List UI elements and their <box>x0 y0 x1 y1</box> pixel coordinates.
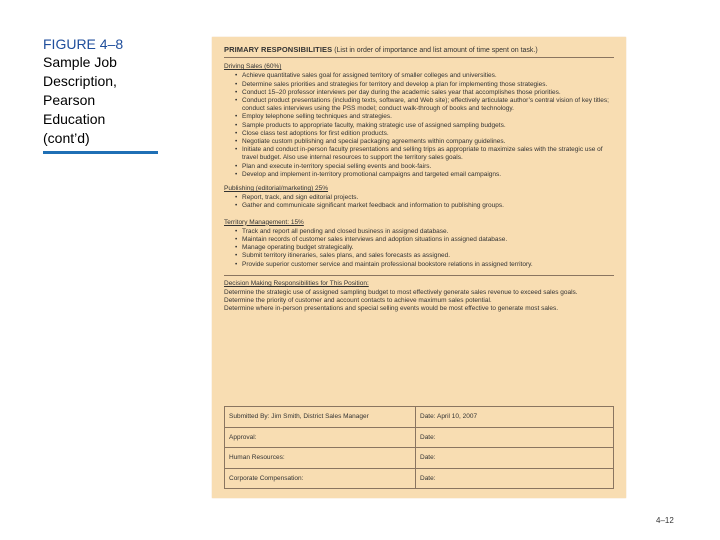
job-description-document <box>212 37 626 498</box>
caption-line: Description, <box>43 73 117 89</box>
section-list <box>224 194 614 210</box>
list-item: • Determine sales priorities and strategies for territory and develop a plan for implementing those strategies. <box>242 81 614 89</box>
list-item: • Negotiate custom publishing and special packaging agreements within company guidelines. <box>242 138 614 146</box>
list-item: • Sample products to appropriate faculty, making strategic use of assigned sampling budgets. <box>242 122 614 130</box>
list-item: • Provide superior customer service and maintain professional bookstore relations in assigned territory. <box>242 261 614 269</box>
section-publishing <box>224 185 614 211</box>
table-row <box>225 427 614 448</box>
section-title: Decision Making Responsibilities for This Position: <box>224 279 369 287</box>
page-number: 4–12 <box>656 516 674 525</box>
list-item: • Achieve quantitative sales goal for assigned territory of smaller colleges and universities. <box>242 72 614 80</box>
table-cell: Submitted By: Jim Smith, District Sales Manager <box>225 407 416 428</box>
decision-line: Determine the strategic use of assigned sampling budget to most effectively generate sales revenue to exceed sales goals. <box>224 289 578 297</box>
section-title: Publishing (editorial/marketing) 25% <box>224 185 329 193</box>
caption-line: (cont’d) <box>43 130 90 146</box>
signoff-table <box>224 406 614 489</box>
section-title: Territory Management: 15% <box>224 218 304 226</box>
list-item: • Track and report all pending and closed business in assigned database. <box>242 228 614 236</box>
decision-making-section <box>224 275 614 314</box>
section-title: Driving Sales (60%) <box>224 63 282 71</box>
table-row <box>225 407 614 428</box>
list-item: • Close class test adoptions for first edition products. <box>242 130 614 138</box>
list-item: • Initiate and conduct in-person faculty presentations and selling trips as appropriate to maximize sales with the strategic use of travel budget. Also use internal resources to support the territory sales goals. <box>242 146 614 162</box>
header-note: (List in order of importance and list amount of time spent on task.) <box>332 47 538 54</box>
decision-line: Determine the priority of customer and account contacts to achieve maximum sales potential. <box>224 297 492 305</box>
list-item: • Submit territory itineraries, sales plans, and sales forecasts as assigned. <box>242 252 614 260</box>
list-item: • Conduct product presentations (including texts, software, and Web site); effectively articulate author’s central vision of key titles; conduct sales interviews using the PSS model; conduct walk-through of books and technology. <box>242 97 614 113</box>
header-title: PRIMARY RESPONSIBILITIES <box>224 45 333 54</box>
table-cell: Date: <box>416 448 614 469</box>
list-item: • Employ telephone selling techniques and strategies. <box>242 113 614 121</box>
decision-line: Determine where in-person presentations and special selling events would be most effective to generate most sales. <box>224 305 559 313</box>
list-item: • Conduct 15–20 professor interviews per day during the academic sales year that accomplishes those priorities. <box>242 89 614 97</box>
section-territory-management <box>224 219 614 269</box>
table-cell: Date: April 10, 2007 <box>416 407 614 428</box>
list-item: • Maintain records of customer sales interviews and adoption situations in assigned database. <box>242 236 614 244</box>
caption-line: Sample Job <box>43 54 117 70</box>
list-item: • Manage operating budget strategically. <box>242 244 614 252</box>
table-cell: Human Resources: <box>225 448 416 469</box>
responsibilities-header <box>224 46 614 58</box>
table-cell: Date: <box>416 427 614 448</box>
list-item: • Develop and implement in-territory promotional campaigns and targeted email campaigns. <box>242 171 614 179</box>
caption-line: Education <box>43 111 106 127</box>
table-cell: Approval: <box>225 427 416 448</box>
section-driving-sales <box>224 63 614 179</box>
section-list <box>224 72 614 179</box>
list-item: • Gather and communicate significant market feedback and information to publishing groups. <box>242 202 614 210</box>
figure-caption <box>43 35 163 148</box>
table-cell: Corporate Compensation: <box>225 468 416 489</box>
table-cell: Date: <box>416 468 614 489</box>
caption-line: Pearson <box>43 92 96 108</box>
list-item: • Plan and execute in-territory special selling events and book-fairs. <box>242 163 614 171</box>
list-item: • Report, track, and sign editorial projects. <box>242 194 614 202</box>
section-list <box>224 228 614 269</box>
figure-number: FIGURE 4–8 <box>43 36 124 52</box>
table-row <box>225 448 614 469</box>
table-row <box>225 468 614 489</box>
caption-underline-divider <box>43 151 158 154</box>
